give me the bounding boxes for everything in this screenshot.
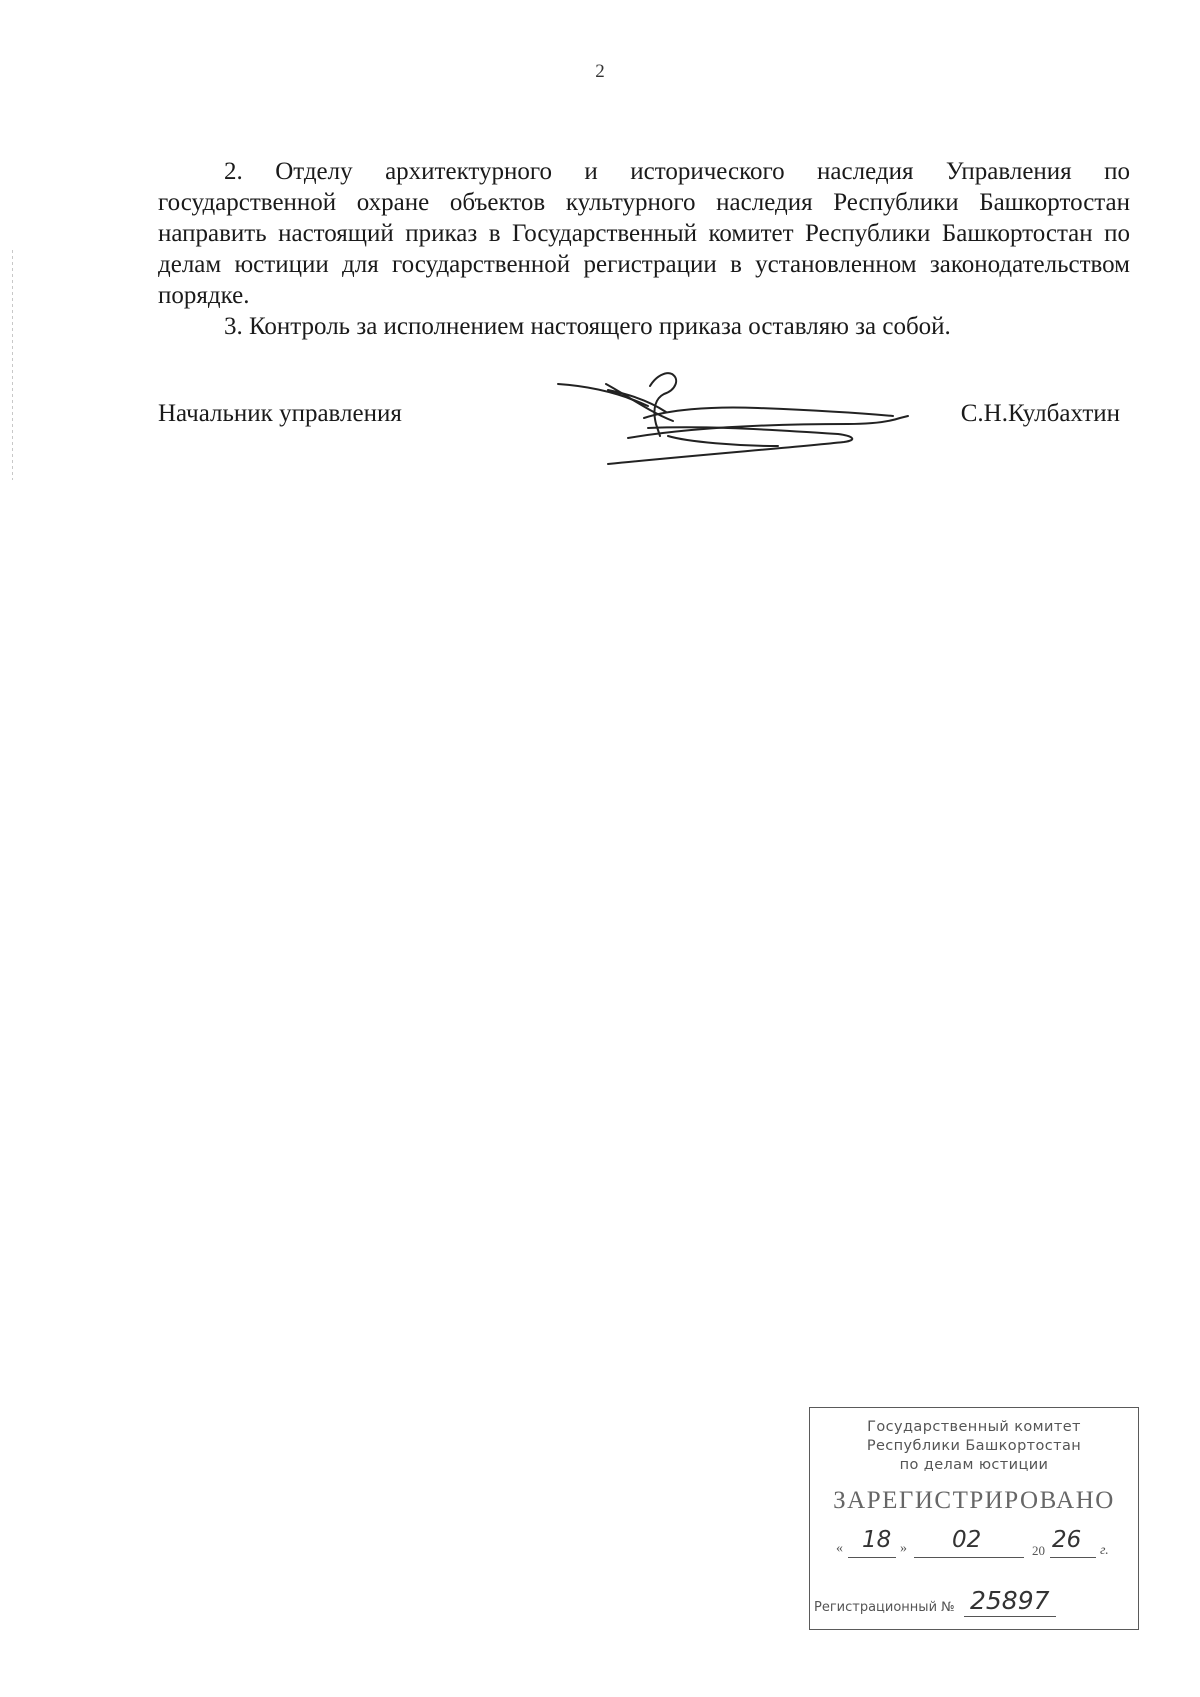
paragraph-2: 2. Отделу архитектурного и исторического наследия Управления по государственной охране объектов культурного наследия Республики Башкортостан направить настоящий приказ в Государственный комитет Республики Башкортостан по делам юстиции для государственной регистрации в установленном законодательством порядке. bbox=[158, 158, 1130, 309]
stamp-day: 18 bbox=[862, 1527, 892, 1553]
registration-stamp bbox=[809, 1407, 1139, 1630]
day-underline bbox=[848, 1557, 896, 1558]
stamp-reg-number: 25897 bbox=[970, 1586, 1050, 1615]
stamp-date bbox=[836, 1527, 1126, 1561]
signatory-title: Начальник управления bbox=[158, 400, 402, 427]
stamp-year-prefix: 20 bbox=[1032, 1543, 1045, 1558]
handwritten-signature bbox=[548, 366, 928, 471]
stamp-organization bbox=[810, 1418, 1138, 1475]
year-underline bbox=[1050, 1557, 1096, 1558]
stamp-reg-label: Регистрационный № bbox=[814, 1600, 955, 1615]
stamp-quote-open: « bbox=[836, 1541, 843, 1556]
stamp-registration bbox=[814, 1588, 1134, 1620]
stamp-org-line-1: Государственный комитет bbox=[867, 1419, 1081, 1435]
document-body bbox=[158, 156, 1130, 342]
stamp-registered-mark: ЗАРЕГИСТРИРОВАНО bbox=[833, 1487, 1115, 1514]
reg-underline bbox=[964, 1616, 1056, 1617]
month-underline bbox=[914, 1557, 1024, 1558]
scan-edge-artifact bbox=[12, 250, 13, 480]
paragraph-3: 3. Контроль за исполнением настоящего приказа оставляю за собой. bbox=[224, 313, 951, 340]
stamp-year: 26 bbox=[1052, 1527, 1082, 1553]
stamp-org-line-2: Республики Башкортостан bbox=[866, 1438, 1082, 1454]
page-number: 2 bbox=[595, 61, 605, 82]
signatory-name: С.Н.Кулбахтин bbox=[960, 400, 1120, 427]
stamp-org-line-3: по делам юстиции bbox=[899, 1457, 1049, 1473]
stamp-quote-close: » bbox=[900, 1541, 907, 1556]
stamp-year-unit: г. bbox=[1100, 1543, 1109, 1558]
stamp-month: 02 bbox=[952, 1527, 982, 1553]
